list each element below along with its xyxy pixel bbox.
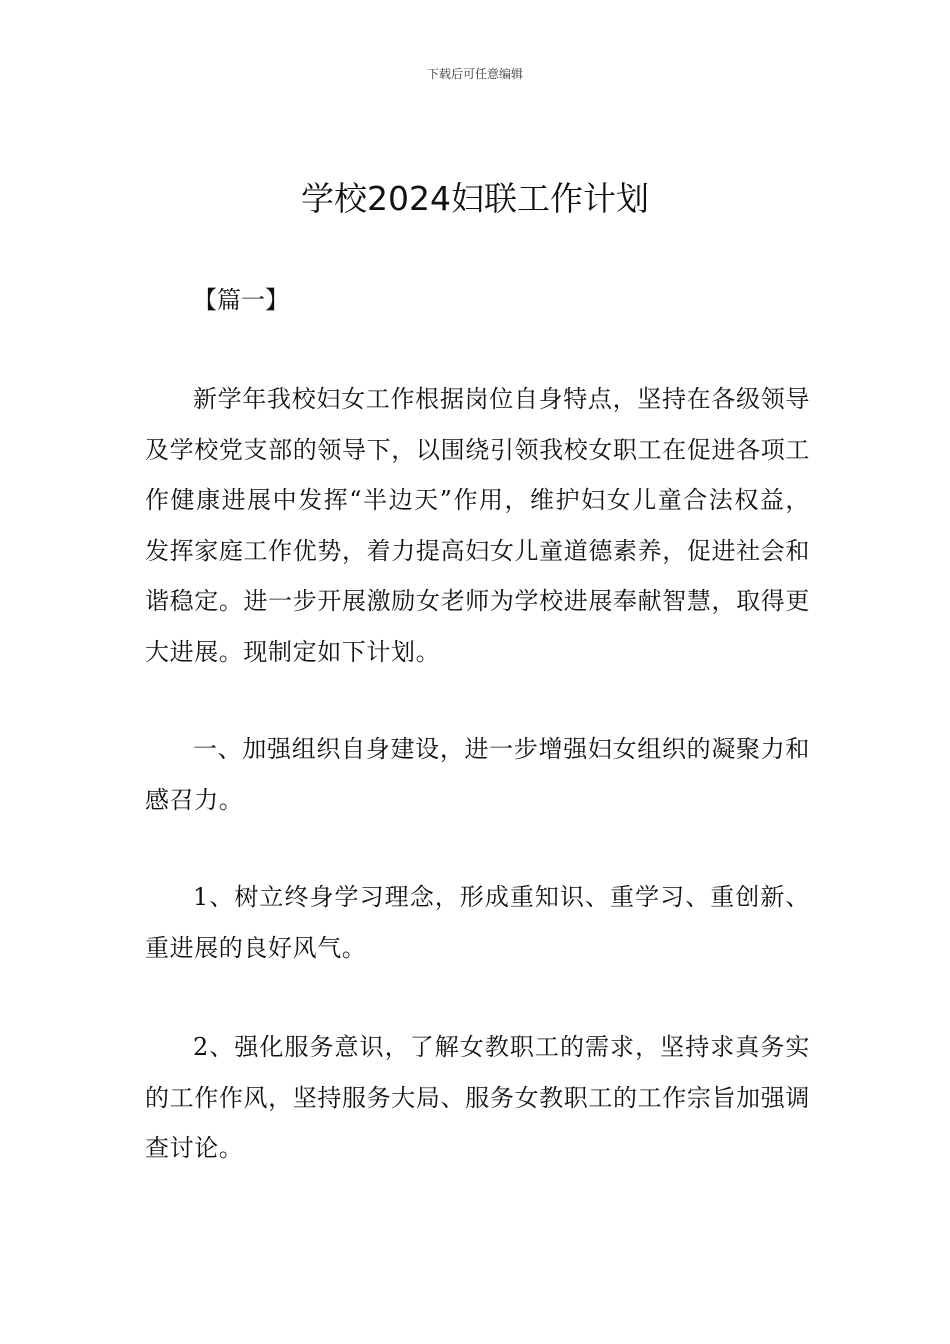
- paragraph-heading-one: 一、加强组织自身建设，进一步增强妇女组织的凝聚力和感召力。: [145, 735, 810, 814]
- paragraph-item-two: 2、强化服务意识，了解女教职工的需求，坚持求真务实的工作作风，坚持服务大局、服务女教职工的工作宗旨加强调查讨论。: [145, 1033, 810, 1163]
- paragraph-item-one: 1、树立终身学习理念，形成重知识、重学习、重创新、重进展的良好风气。: [145, 883, 810, 962]
- section-label: 【篇一】: [193, 286, 289, 314]
- document-title: 学校2024妇联工作计划: [301, 179, 649, 218]
- paragraph-intro: 新学年我校妇女工作根据岗位自身特点，坚持在各级领导及学校党支部的领导下，以围绕引领我校女职工在促进各项工作健康进展中发挥“半边天”作用，维护妇女儿童合法权益，发挥家庭工作优势，着力提高妇女儿童道德素养，促进社会和谐稳定。进一步开展激励女老师为学校进展奉献智慧，取得更大进展。现制定如下计划。: [145, 385, 810, 666]
- header-note: 下载后可任意编辑: [426, 67, 523, 81]
